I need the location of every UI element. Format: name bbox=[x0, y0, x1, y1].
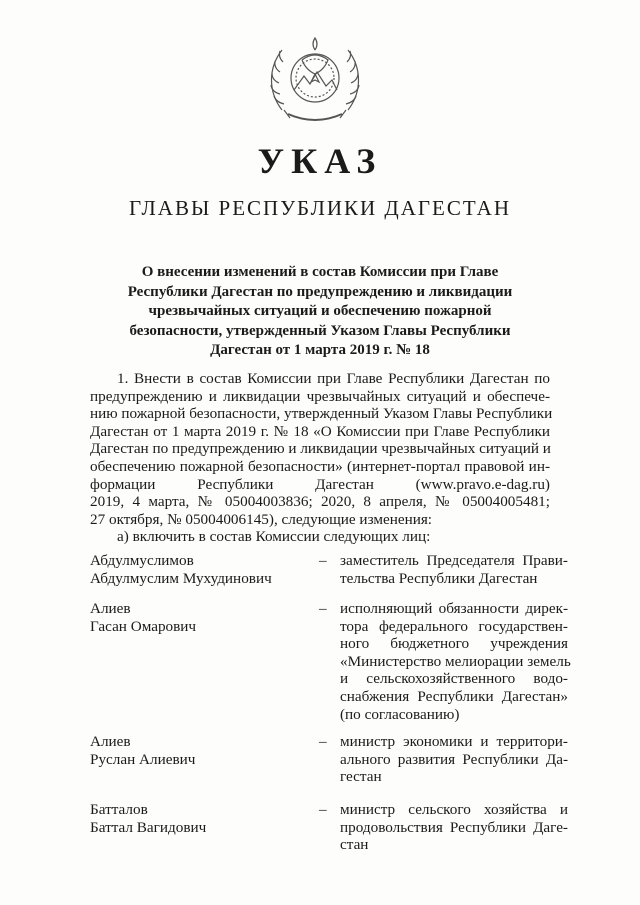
member-role-line: гестан bbox=[340, 768, 382, 786]
heading-line: Дагестан от 1 марта 2019 г. № 18 bbox=[210, 342, 430, 358]
member-name-line: Батталов bbox=[90, 801, 148, 818]
paragraph-line: предупреждению и ликвидации чрезвычайных ситуаций и обеспече- bbox=[90, 387, 550, 405]
member-name-line: Руслан Алиевич bbox=[90, 750, 196, 768]
dash: – bbox=[319, 552, 327, 569]
member-name bbox=[90, 600, 320, 635]
paragraph-line: нию пожарной безопасности, утвержденный Указом Главы Республики bbox=[90, 405, 553, 423]
coat-of-arms-emblem bbox=[260, 30, 370, 130]
member-name bbox=[90, 733, 320, 768]
member-role-line: и сельскохозяйственного водо- bbox=[340, 670, 568, 688]
member-name-line: Алиев bbox=[90, 600, 131, 617]
paragraph-line: 27 октября, № 05004006145), следующие изменения: bbox=[90, 510, 433, 528]
member-role-line: министр сельского хозяйства и bbox=[340, 801, 568, 818]
document-title: УКАЗ bbox=[257, 141, 383, 181]
member-name-line: Баттал Вагидович bbox=[90, 818, 207, 836]
member-role-line: министр экономики и территори- bbox=[340, 733, 568, 750]
member-role bbox=[340, 733, 568, 786]
subitem-a: а) включить в состав Комиссии следующих лиц: bbox=[117, 528, 431, 545]
member-role-line: тельства Республики Дагестан bbox=[340, 569, 538, 587]
member-role-line: ального развития Республики Да- bbox=[340, 750, 568, 768]
member-role bbox=[340, 801, 568, 854]
dash: – bbox=[319, 733, 327, 750]
heading-line: О внесении изменений в состав Комиссии при Главе bbox=[141, 264, 499, 280]
member-role-line: продовольствия Республики Даге- bbox=[340, 818, 568, 836]
member-name-line: Абдулмуслим Мухудинович bbox=[90, 569, 272, 587]
dash: – bbox=[319, 801, 327, 818]
member-role-line: тора федерального государствен- bbox=[340, 617, 568, 635]
heading-line: чрезвычайных ситуаций и обеспечению пожарной bbox=[148, 303, 492, 319]
paragraph-line: Дагестан от 1 марта 2019 г. № 18 «О Комиссии при Главе Республики bbox=[90, 422, 550, 440]
member-role-line: исполняющий обязанности дирек- bbox=[340, 600, 568, 617]
paragraph-line: Дагестан по предупреждению и ликвидации чрезвычайных ситуаций и bbox=[90, 440, 551, 458]
heading-line: Республики Дагестан по предупреждению и ликвидации bbox=[127, 283, 513, 300]
member-role-line: снабжения Республики Дагестан» bbox=[340, 687, 568, 705]
paragraph-1 bbox=[90, 370, 553, 528]
member-name-line: Абдулмуслимов bbox=[90, 552, 194, 569]
member-name bbox=[90, 801, 320, 836]
decree-heading bbox=[100, 263, 540, 361]
member-role-line: ного бюджетного учреждения bbox=[340, 635, 568, 653]
paragraph-line: обеспечению пожарной безопасности» (интернет-портал правовой ин- bbox=[90, 457, 550, 475]
paragraph-line: 2019, 4 марта, № 05004003836; 2020, 8 апреля, № 05004005481; bbox=[90, 493, 550, 511]
paragraph-line: 1. Внести в состав Комиссии при Главе Республики Дагестан по bbox=[117, 370, 550, 387]
member-role-line: «Министерство мелиорации земель bbox=[340, 652, 571, 670]
paragraph-line: формации Республики Дагестан (www.pravo.e-dag.ru) bbox=[90, 475, 550, 493]
member-role bbox=[340, 600, 571, 723]
document-subtitle: ГЛАВЫ РЕСПУБЛИКИ ДАГЕСТАН bbox=[128, 196, 512, 220]
member-role-line: стан bbox=[340, 836, 369, 854]
member-name-line: Гасан Омарович bbox=[90, 617, 197, 635]
member-role bbox=[340, 552, 568, 587]
member-role-line: заместитель Председателя Прави- bbox=[340, 552, 568, 569]
member-name-line: Алиев bbox=[90, 733, 131, 750]
heading-line: безопасности, утвержденный Указом Главы Республики bbox=[129, 322, 511, 339]
dash: – bbox=[319, 600, 327, 617]
member-name bbox=[90, 552, 320, 587]
member-role-line: (по согласованию) bbox=[340, 705, 460, 723]
